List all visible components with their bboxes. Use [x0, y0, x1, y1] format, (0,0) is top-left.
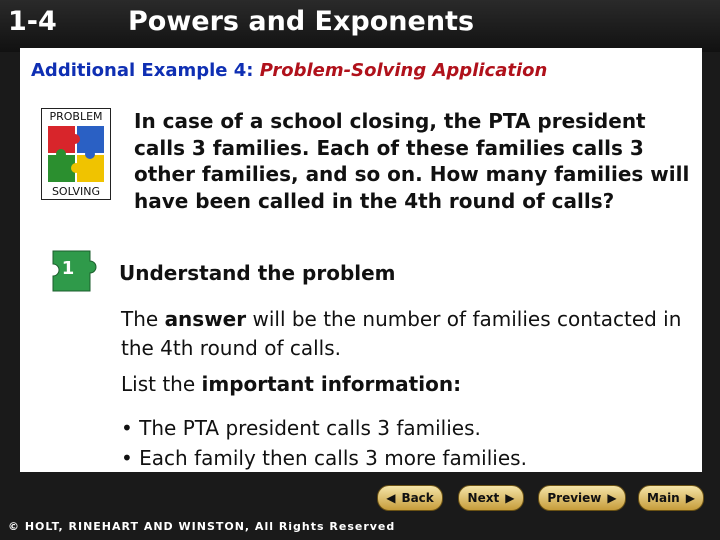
logo-bottom-text: SOLVING — [51, 185, 101, 198]
back-button[interactable]: ◀ Back — [377, 485, 443, 511]
example-subtitle — [31, 60, 547, 81]
main-button[interactable]: Main ▶ — [638, 485, 704, 511]
slide-content — [20, 48, 702, 472]
step-number: 1 — [61, 258, 75, 279]
lesson-title: Powers and Exponents — [128, 6, 475, 37]
arrow-right-icon: ▶ — [607, 491, 617, 505]
copyright-footer: © HOLT, RINEHART AND WINSTON, All Rights Reserved — [8, 520, 396, 533]
arrow-left-icon: ◀ — [386, 491, 396, 505]
problem-solving-logo — [41, 108, 111, 200]
step-title: Understand the problem — [119, 261, 396, 285]
bullet-item-2: • Each family then calls 3 more families. — [121, 446, 527, 470]
arrow-right-icon: ▶ — [505, 491, 515, 505]
subtitle-emphasis: Problem-Solving Application — [259, 60, 548, 81]
arrow-right-icon: ▶ — [685, 491, 695, 505]
slide-header — [0, 0, 720, 52]
problem-statement: In case of a school closing, the PTA president calls 3 families. Each of these families calls 3 other families, and so on. How many families will have been called in the 4th round of calls? — [134, 109, 690, 213]
logo-top-text: PROBLEM — [49, 110, 103, 123]
subtitle-prefix: Additional Example 4: — [31, 60, 260, 81]
preview-button[interactable]: Preview ▶ — [538, 485, 626, 511]
next-button[interactable]: Next ▶ — [458, 485, 524, 511]
important-info-paragraph: List the important information: — [121, 372, 462, 396]
lesson-number: 1-4 — [8, 6, 57, 37]
bullet-item-1: • The PTA president calls 3 families. — [121, 416, 481, 440]
answer-paragraph: The answer will be the number of families contacted in the 4th round of calls. — [121, 307, 682, 360]
step-one-puzzle-icon — [50, 248, 108, 294]
